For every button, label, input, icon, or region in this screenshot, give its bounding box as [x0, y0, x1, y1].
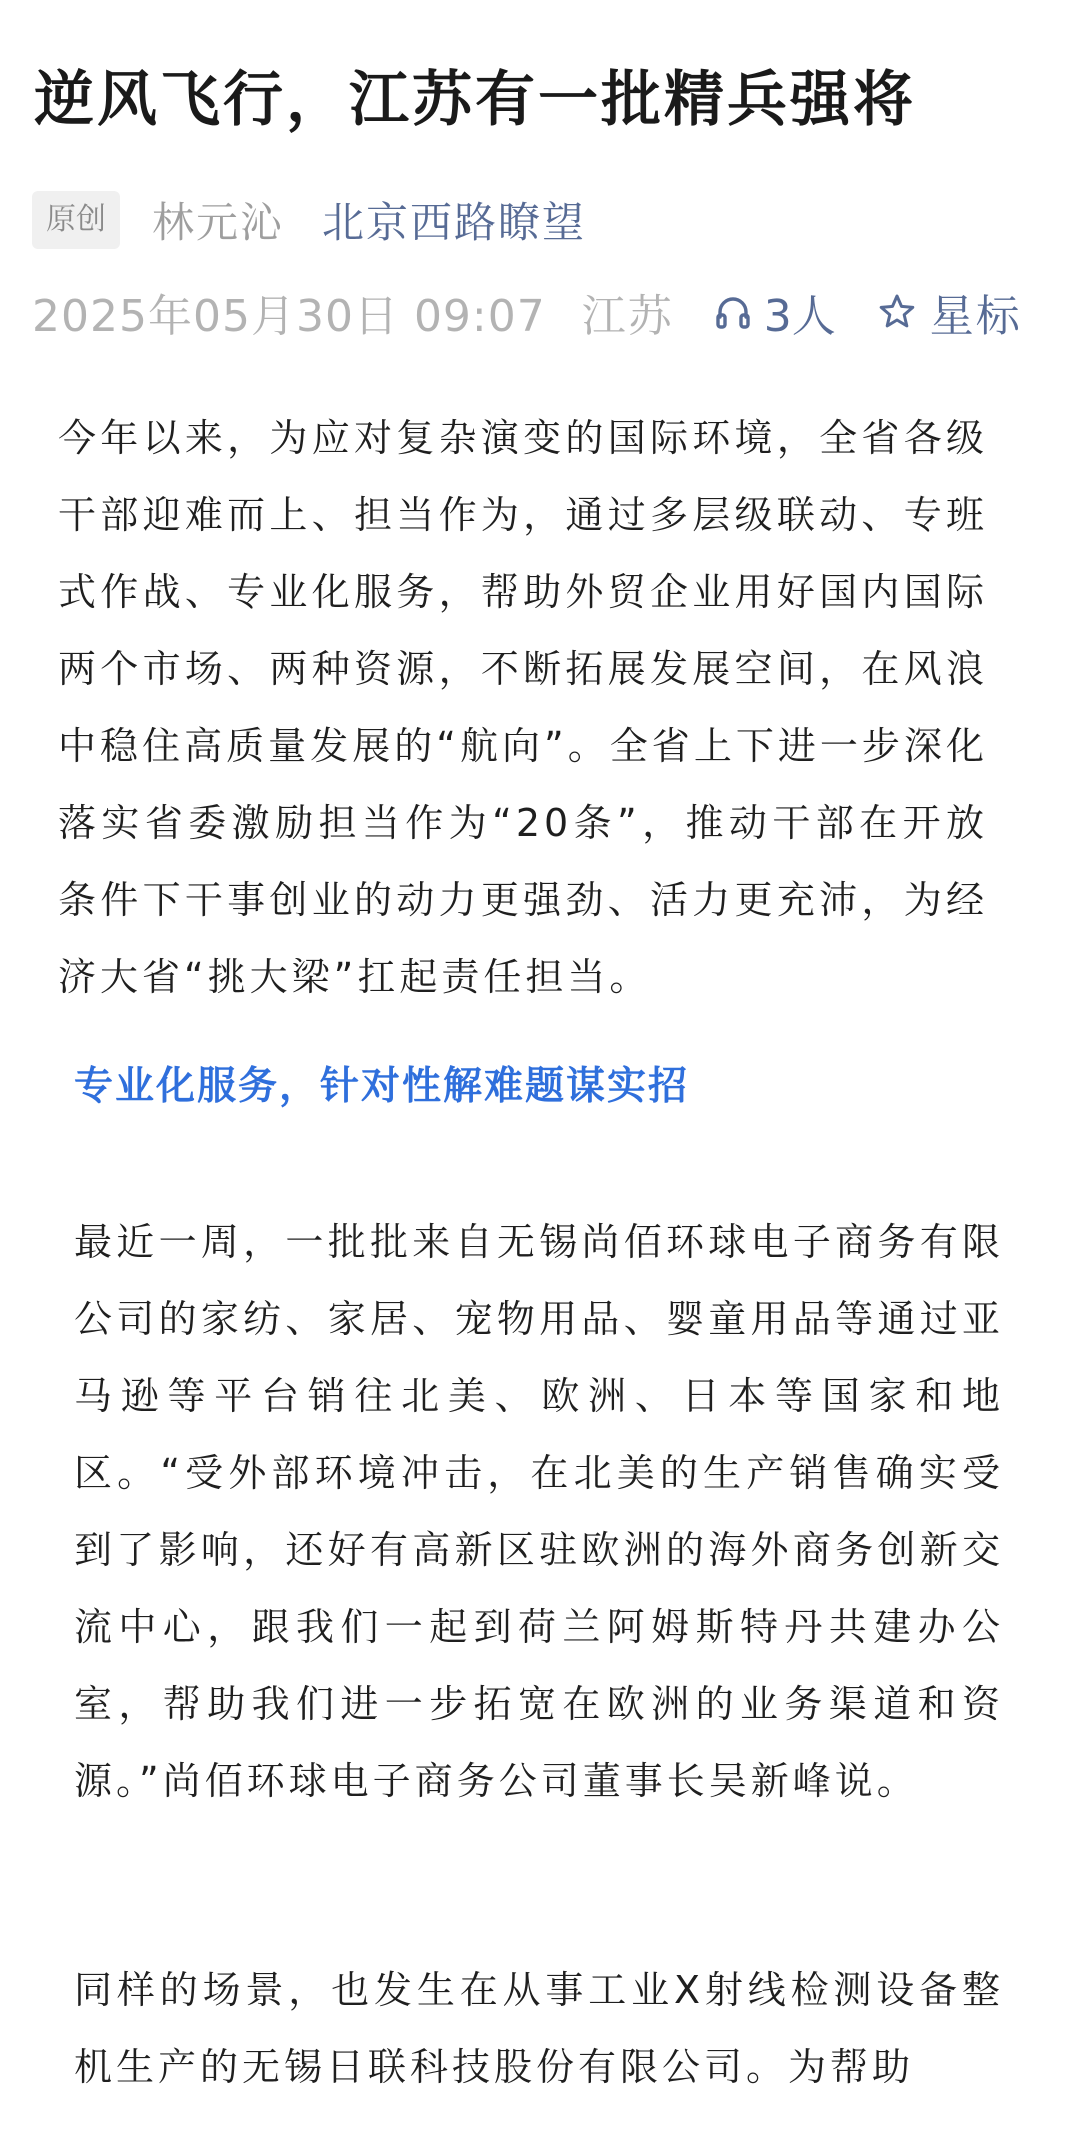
original-badge: 原创 — [32, 191, 120, 249]
publish-date: 2025年05月30日 09:07 — [32, 291, 546, 342]
article-paragraph: 最近一周，一批批来自无锡尚佰环球电子商务有限公司的家纺、家居、宠物用品、婴童用品等通过亚马逊等平台销往北美、欧洲、日本等国家和地区。“受外部环境冲击，在北美的生产销售确实受到了影响，还好有高新区驻欧洲的海外商务创新交流中心，跟我们一起到荷兰阿姆斯特丹共建办公室，帮助我们进一步拓宽在欧洲的业务渠道和资源。”尚佰环球电子商务公司董事长吴新峰说。 — [74, 1220, 1004, 1803]
article-title: 逆风飞行，江苏有一批精兵强将 — [34, 65, 916, 135]
article-paragraph: 今年以来，为应对复杂演变的国际环境，全省各级干部迎难而上、担当作为，通过多层级联动、专班式作战、专业化服务，帮助外贸企业用好国内国际两个市场、两种资源，不断拓展发展空间，在风浪中稳住高质量发展的“航向”。全省上下进一步深化落实省委激励担当作为“20条”，推动干部在开放条件下干事创业的动力更强劲、活力更充沛，为经济大省“挑大梁”扛起责任担当。 — [58, 416, 988, 999]
meta-row — [32, 188, 586, 252]
star-button[interactable] — [878, 280, 1022, 344]
star-label: 星标 — [929, 291, 1022, 342]
article-paragraph: 同样的场景，也发生在从事工业X射线检测设备整机生产的无锡日联科技股份有限公司。为帮助 — [74, 1968, 1004, 2089]
listen-count: 3人 — [763, 291, 836, 342]
listen-button[interactable] — [716, 280, 836, 344]
headphones-icon — [716, 293, 750, 331]
section-heading: 专业化服务，针对性解难题谋实招 — [74, 1064, 690, 1109]
author-name: 林元沁 — [152, 198, 285, 247]
publish-region: 江苏 — [581, 291, 674, 342]
star-outline-icon — [878, 293, 916, 331]
info-row — [32, 280, 1022, 344]
account-name-link[interactable]: 北京西路瞭望 — [322, 198, 587, 247]
